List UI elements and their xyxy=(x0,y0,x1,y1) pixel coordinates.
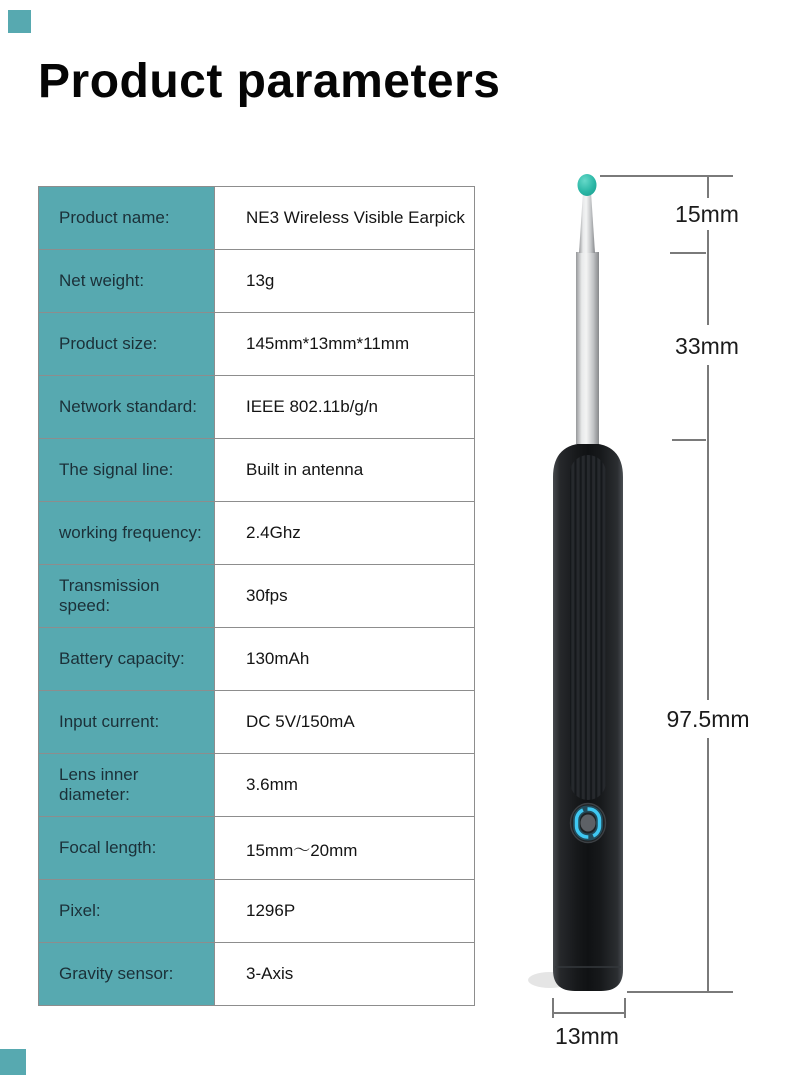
spec-row xyxy=(39,943,475,1006)
spec-row xyxy=(39,817,475,880)
spec-value: DC 5V/150mA xyxy=(215,691,475,754)
spec-value: 2.4Ghz xyxy=(215,502,475,565)
spec-value: 145mm*13mm*11mm xyxy=(215,313,475,376)
spec-label: Input current: xyxy=(39,691,215,754)
spec-row xyxy=(39,691,475,754)
button-center xyxy=(581,815,596,832)
dim-label-width: 13mm xyxy=(555,1023,619,1049)
spec-value: 30fps xyxy=(215,565,475,628)
decorative-square-top-left xyxy=(8,10,31,33)
spec-value: 3-Axis xyxy=(215,943,475,1006)
spec-row xyxy=(39,313,475,376)
spec-table xyxy=(38,186,475,1006)
spec-value: IEEE 802.11b/g/n xyxy=(215,376,475,439)
spec-label: Product size: xyxy=(39,313,215,376)
page-title: Product parameters xyxy=(38,55,501,108)
spec-row xyxy=(39,628,475,691)
spec-label: The signal line: xyxy=(39,439,215,502)
spec-row xyxy=(39,187,475,250)
spec-row xyxy=(39,502,475,565)
probe-tip-cone xyxy=(579,192,595,253)
spec-value: 13g xyxy=(215,250,475,313)
spec-label: Net weight: xyxy=(39,250,215,313)
earpick-device-illustration xyxy=(528,174,623,991)
spec-label: Gravity sensor: xyxy=(39,943,215,1006)
grip-rib-panel xyxy=(570,455,606,800)
spec-value: 130mAh xyxy=(215,628,475,691)
spec-row xyxy=(39,376,475,439)
spec-value: NE3 Wireless Visible Earpick xyxy=(215,187,475,250)
spec-row xyxy=(39,565,475,628)
dim-label-probe: 33mm xyxy=(675,333,739,359)
spec-label: Lens inner diameter: xyxy=(39,754,215,817)
spec-value: 1296P xyxy=(215,880,475,943)
spec-value: Built in antenna xyxy=(215,439,475,502)
probe-shaft xyxy=(576,252,599,444)
spec-label: working frequency: xyxy=(39,502,215,565)
spec-label: Product name: xyxy=(39,187,215,250)
spec-row xyxy=(39,250,475,313)
spec-value: 3.6mm xyxy=(215,754,475,817)
spec-label: Transmission speed: xyxy=(39,565,215,628)
product-figure xyxy=(500,160,790,1060)
spec-row xyxy=(39,880,475,943)
spec-label: Network standard: xyxy=(39,376,215,439)
probe-tip-ball xyxy=(578,174,597,196)
spec-label: Focal length: xyxy=(39,817,215,880)
dim-label-tip: 15mm xyxy=(675,201,739,227)
spec-label: Pixel: xyxy=(39,880,215,943)
spec-label: Battery capacity: xyxy=(39,628,215,691)
spec-row xyxy=(39,754,475,817)
dim-label-body: 97.5mm xyxy=(666,706,750,732)
device-button xyxy=(571,804,606,843)
decorative-square-bottom-left xyxy=(0,1049,26,1075)
spec-value: 15mm～20mm xyxy=(215,817,475,880)
spec-row xyxy=(39,439,475,502)
